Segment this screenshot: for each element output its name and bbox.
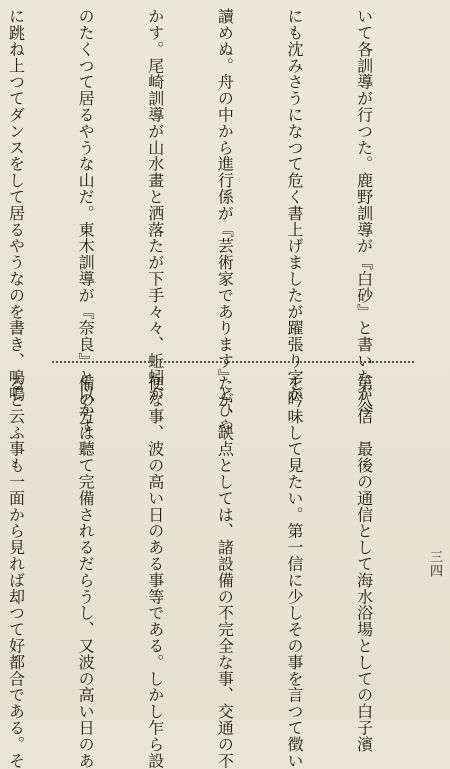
text-column: を吟味して見たい。第一信に少しその事を言つて徴い	[284, 375, 304, 769]
section-divider	[52, 361, 414, 363]
upper-text-block	[6, 8, 422, 435]
text-column: 便な事、波の高い日のある事等である。しかし乍ら設	[145, 375, 165, 769]
text-column: かす。尾崎訓導が山水畫と洒落たが下手々々、蚯蚓が	[145, 8, 165, 402]
lower-text-block	[6, 375, 422, 769]
text-column: 備の方は聽て完備されるだらうし、又波の高い日のあ	[76, 375, 96, 769]
text-column: 讀めぬ。舟の中から進行係が『芸術家であります』とひや	[215, 8, 235, 435]
text-column: にも沈みさうになつて危く書上げましたが躍張り字が	[284, 8, 304, 402]
text-column: のたくつて居るやうな山だ。東木訓導が『奈良』と以かす	[76, 8, 96, 435]
page-number: 三四	[427, 550, 442, 578]
text-column: に跳ね上つてダンスをして居るやうなのを書き、鳴鳴	[6, 8, 26, 402]
text-column: ると云ふ事も一面から見れば却つて好都合である。そ	[6, 375, 26, 769]
text-column: 第八信 最後の通信として海水浴場としての白子濱	[354, 375, 374, 753]
text-column: いて各訓導が行つた。鹿野訓導が『白砂』と書いたが今	[354, 8, 374, 418]
text-column: たが、缺点としては、諸設備の不完全な事、交通の不	[215, 375, 235, 769]
